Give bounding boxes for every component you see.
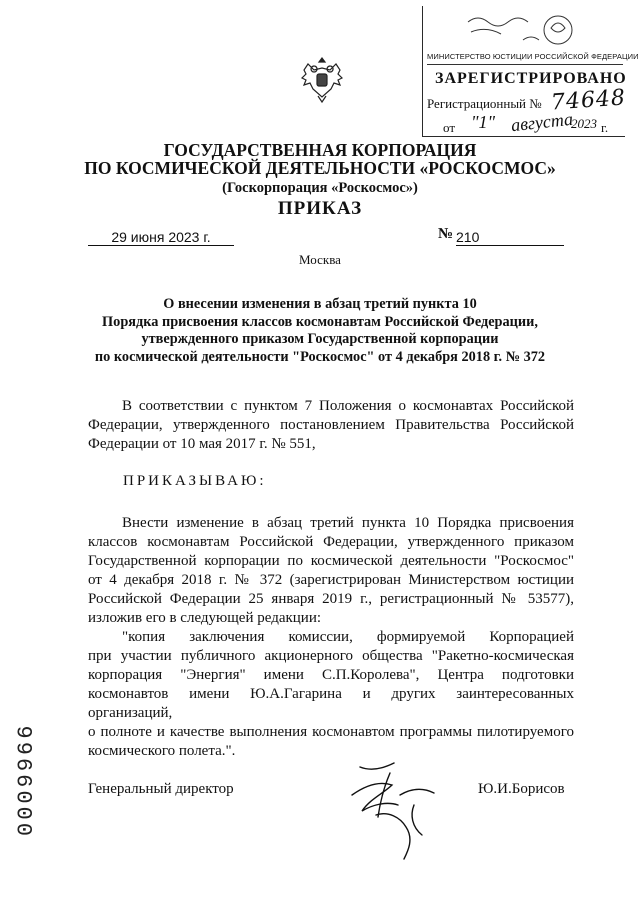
preamble-line: В соответствии с пунктом 7 Положения о космонавтах Российской (122, 398, 574, 414)
quote-line: "копия заключения комиссии, формируемой Корпорацией (122, 629, 574, 645)
signatory-name: Ю.И.Борисов (478, 781, 565, 797)
corporation-name-line2: ПО КОСМИЧЕСКОЙ ДЕЯТЕЛЬНОСТИ «РОСКОСМОС» (84, 158, 556, 178)
stamp-year: 2023 (571, 116, 597, 131)
preamble-line: Федерации, утвержденного постановлением Правительства Российской (88, 417, 574, 433)
stamp-ministry: МИНИСТЕРСТВО ЮСТИЦИИ РОССИЙСКОЙ ФЕДЕРАЦИИ (427, 52, 639, 61)
stamp-year-suffix: г. (601, 120, 609, 135)
body-line: Внести изменение в абзац третий пункта 10 Порядка присвоения (122, 515, 574, 531)
preamble-line: Федерации от 10 мая 2017 г. № 551, (88, 436, 316, 452)
city: Москва (299, 252, 341, 267)
new-wording (88, 628, 574, 761)
title-line: по космической деятельности "Роскосмос" от 4 декабря 2018 г. № 372 (94, 348, 546, 365)
order-number (456, 229, 564, 246)
title-line: Порядка присвоения классов космонавтам Российской Федерации, (102, 313, 538, 330)
stamp-date-from: от (443, 120, 456, 135)
body-line: Государственной корпорации по космической деятельности "Роскосмос" (88, 553, 574, 569)
order-title (72, 296, 568, 366)
registration-stamp (422, 6, 639, 137)
signatory-title: Генеральный директор (88, 781, 234, 797)
quote-line: о полноте и качестве выполнения космонавтом программы пилотируемого (88, 724, 574, 740)
title-line: О внесении изменения в абзац третий пункта 10 (163, 296, 477, 312)
corporation-short-name: (Госкорпорация «Роскосмос») (222, 180, 418, 196)
preamble (88, 397, 574, 454)
title-line: утвержденного приказом Государственной корпорации (141, 331, 499, 347)
stamp-seal-scribble (463, 10, 583, 50)
body-line: Российской Федерации 25 января 2019 г., регистрационный № 53577), (88, 591, 574, 607)
handwritten-signature (330, 755, 450, 865)
coat-of-arms-icon (298, 52, 346, 108)
side-serial-number: 0009966 (14, 722, 39, 836)
stamp-status: ЗАРЕГИСТРИРОВАНО (435, 70, 627, 87)
stamp-reg-label: Регистрационный № (427, 96, 542, 111)
stamp-rule (427, 64, 623, 65)
order-word: ПРИКАЗЫВАЮ: (123, 473, 267, 489)
order-body (88, 514, 574, 628)
quote-line: космического полета.". (88, 743, 236, 759)
order-date: 29 июня 2023 г. (88, 229, 234, 246)
stamp-day: "1" (471, 112, 496, 132)
document-type: ПРИКАЗ (277, 198, 363, 219)
body-line: классов космонавтам Российской Федерации, утвержденного приказом (88, 534, 574, 550)
number-sign: № (438, 226, 454, 242)
quote-line: космонавтов имени Ю.А.Гагарина и других заинтересованных организаций, (88, 686, 574, 721)
order-number-value: 210 (456, 229, 480, 245)
corporation-name-line1: ГОСУДАРСТВЕННАЯ КОРПОРАЦИЯ (163, 140, 477, 160)
body-line: изложив его в следующей редакции: (88, 610, 322, 626)
quote-line: при участии публичного акционерного общества "Ракетно-космическая (88, 648, 574, 664)
quote-line: корпорация "Энергия" имени С.П.Королева", Центра подготовки (88, 667, 574, 683)
body-line: от 4 декабря 2018 г. № 372 (зарегистрирован Министерством юстиции (88, 572, 574, 588)
stamp-reg-number: 74648 (550, 85, 627, 116)
stamp-month: августа (510, 108, 574, 136)
